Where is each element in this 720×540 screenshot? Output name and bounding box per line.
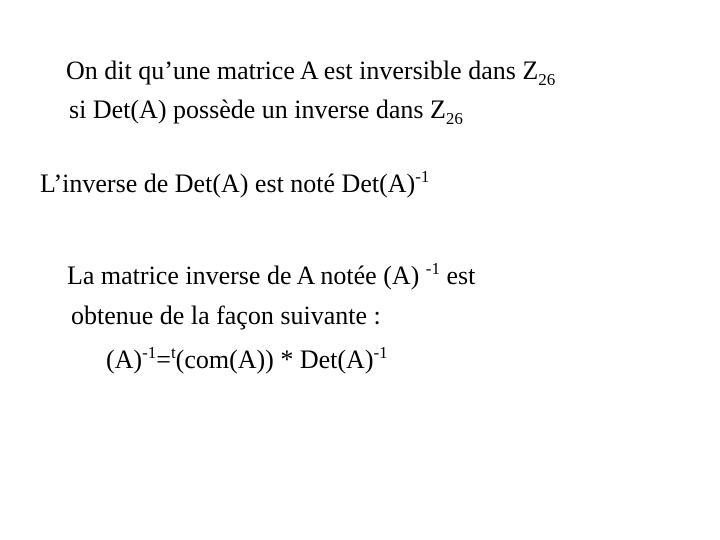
modulus-subscript-2: 26 <box>445 108 463 128</box>
inverse-matrix-text-after: est <box>439 261 476 290</box>
definition-text-1: On dit qu’une matrice A est inversible dans Z <box>66 56 539 85</box>
definition-line-1 <box>66 56 556 89</box>
formula-comatrix-product: (com(A)) * Det(A) <box>175 345 374 374</box>
inverse-notation-line <box>40 166 430 198</box>
inverse-exponent: -1 <box>415 166 430 186</box>
modulus-subscript-1: 26 <box>538 69 556 89</box>
formula-matrix: (A) <box>106 345 143 374</box>
inverse-matrix-text-before: La matrice inverse de A notée (A) <box>67 261 426 290</box>
definition-line-2 <box>69 95 463 128</box>
formula-inverse-exponent: -1 <box>142 342 157 362</box>
definition-text-2: si Det(A) possède un inverse dans Z <box>69 95 446 124</box>
inverse-matrix-exponent: -1 <box>425 258 440 278</box>
inverse-matrix-line-2 <box>71 303 381 329</box>
inverse-notation-text: L’inverse de Det(A) est noté Det(A) <box>40 169 416 198</box>
formula-equals: = <box>156 345 171 374</box>
inverse-matrix-text-2: obtenue de la façon suivante : <box>71 301 381 330</box>
formula-transpose-exponent: t <box>170 342 176 362</box>
inverse-matrix-line-1 <box>67 258 476 290</box>
formula-det-exponent: -1 <box>373 342 388 362</box>
inverse-formula <box>106 342 388 374</box>
